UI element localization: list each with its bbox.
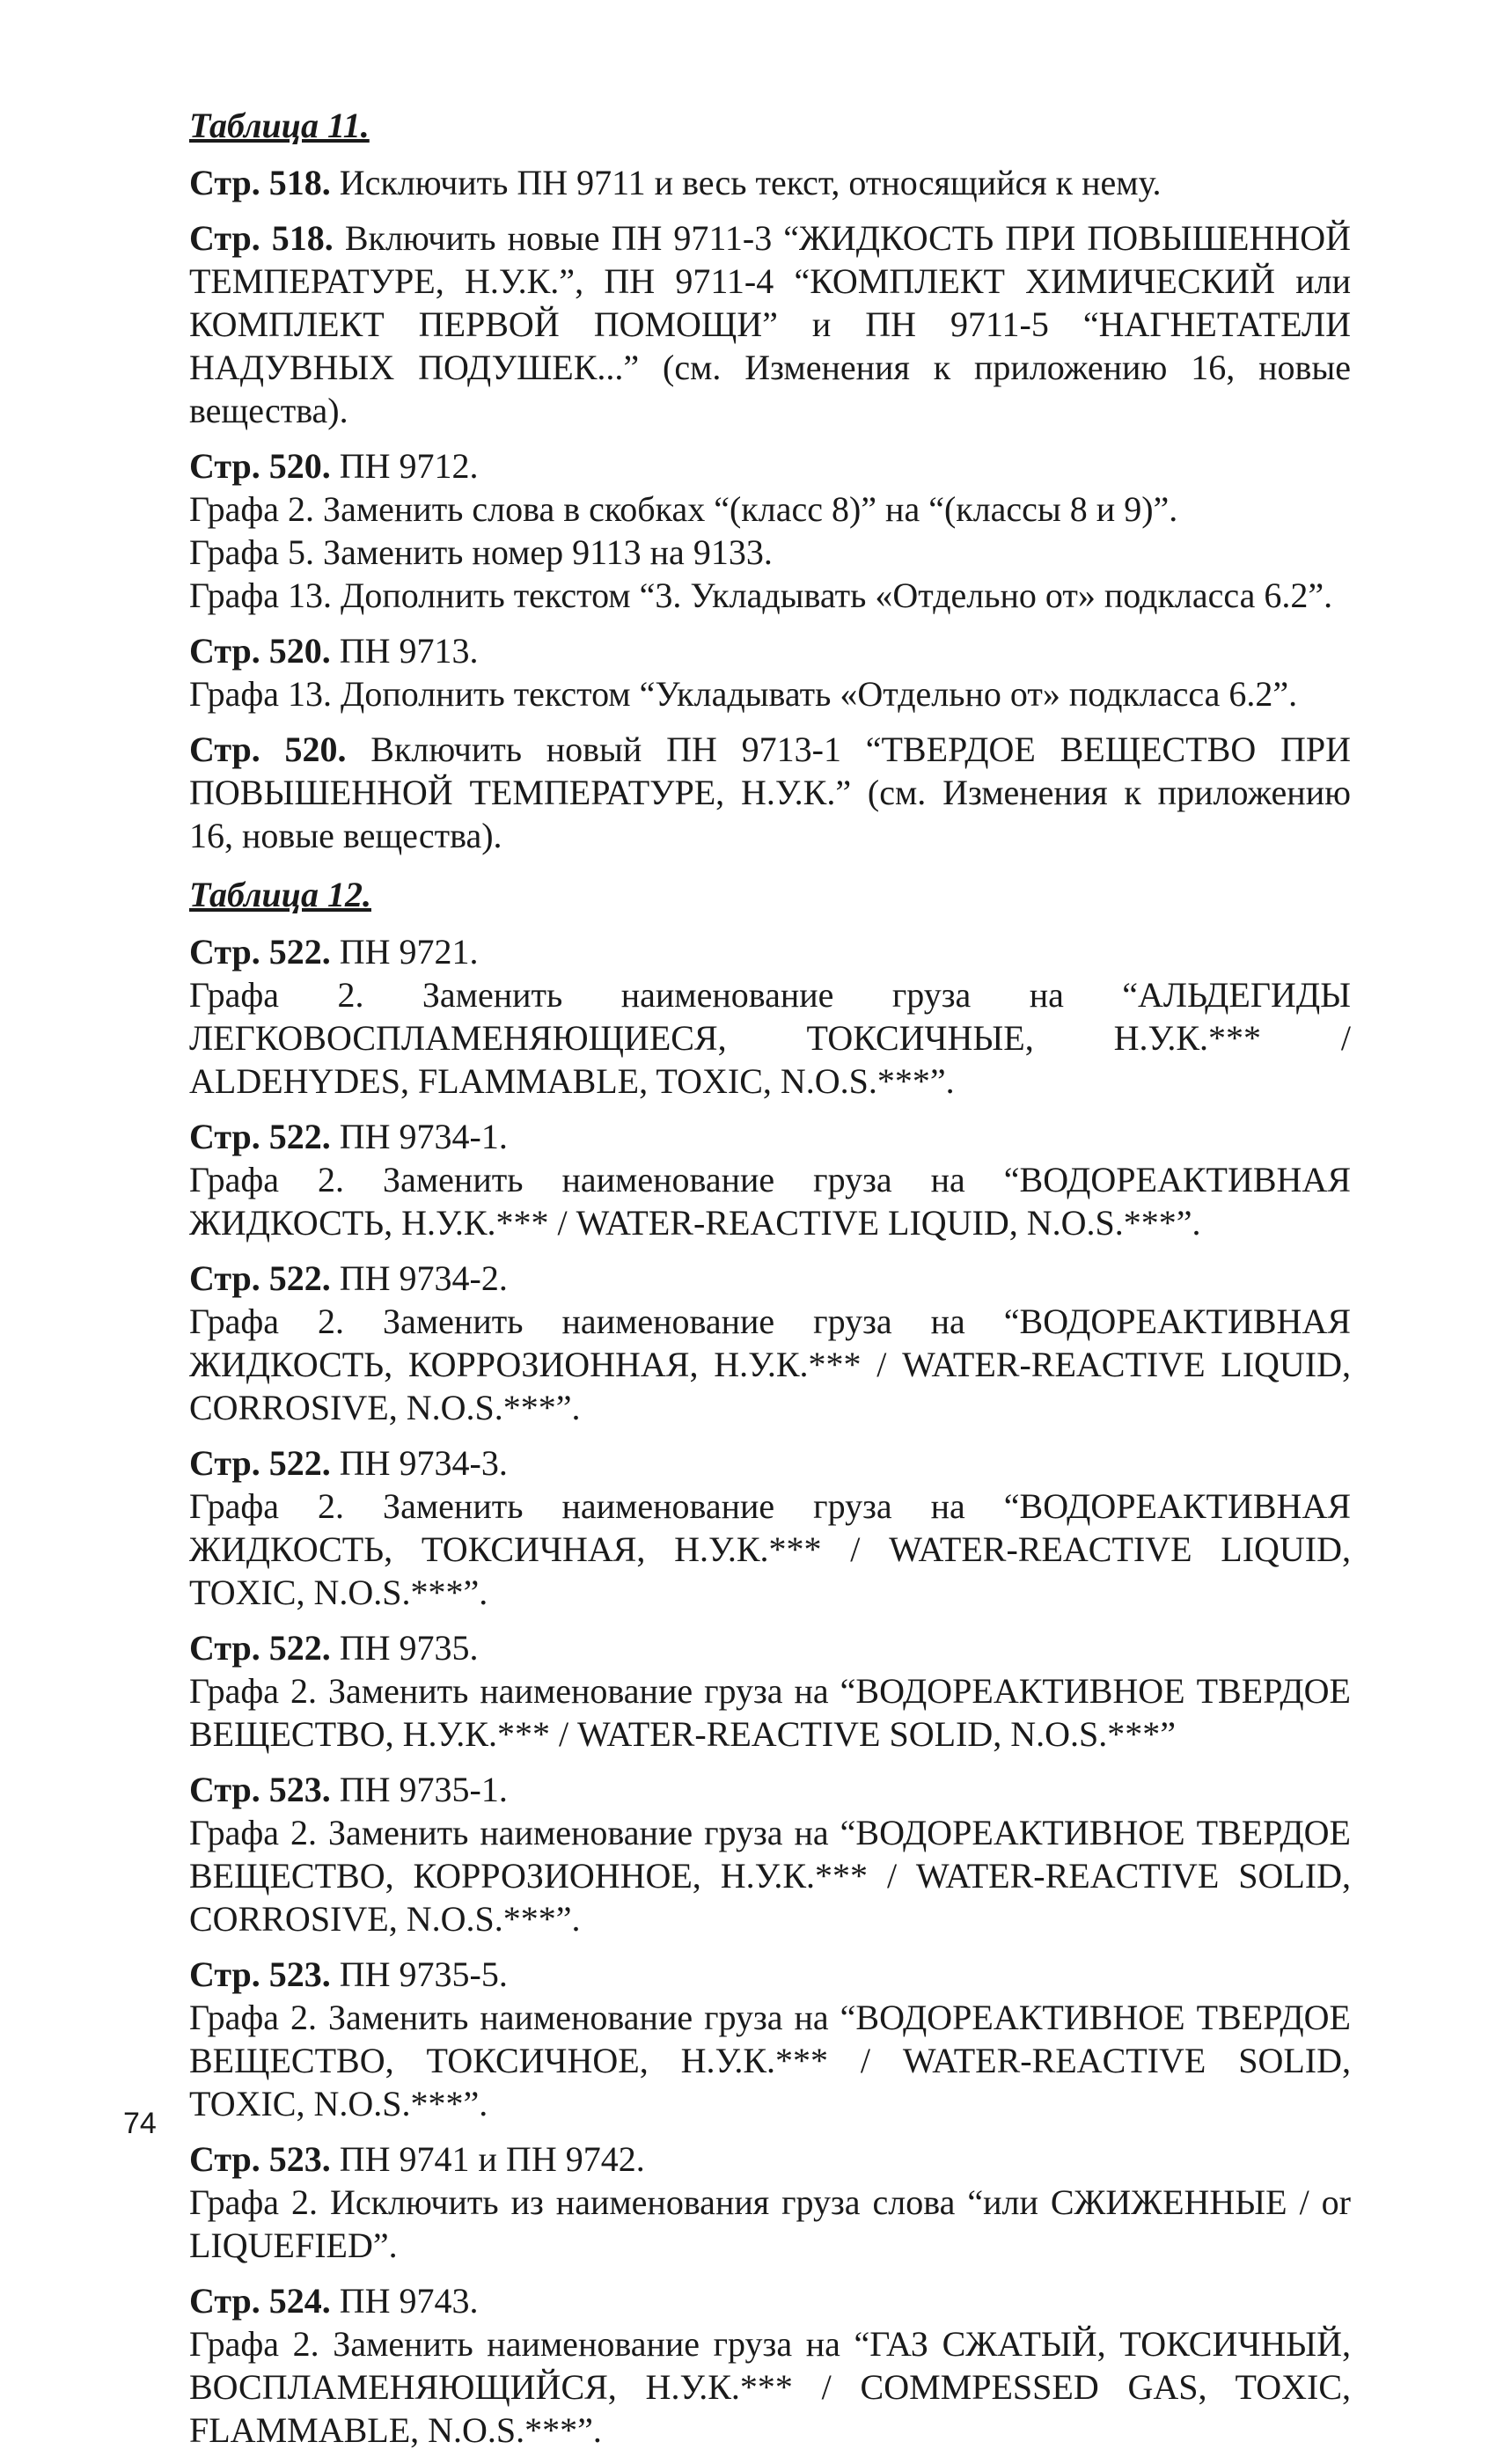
page-reference: Стр. 522. xyxy=(189,1443,331,1483)
amendment-entry xyxy=(189,1257,1351,1429)
entry-text: ПН 9735-5. xyxy=(330,1954,508,1994)
entry-reference xyxy=(189,1768,1351,1811)
column-instruction: Графа 2. Заменить наименование груза на “ВОДОРЕАКТИВНОЕ ТВЕРДОЕ ВЕЩЕСТВО, КОРРОЗИОННОЕ, Н.У.К.*** / WATER-REACTIVE SOLID, CORROSIVE, N.O.S.***”. xyxy=(189,1813,1351,1939)
amendment-entry xyxy=(189,629,1351,715)
entry-text: ПН 9743. xyxy=(330,2281,479,2321)
amendment-entry xyxy=(189,930,1351,1103)
column-instruction: Графа 2. Заменить наименование груза на “АЛЬДЕГИДЫ ЛЕГКОВОСПЛАМЕНЯЮЩИЕСЯ, ТОКСИЧНЫЕ, Н.У.К.*** / ALDEHYDES, FLAMMABLE, TOXIC, N.O.S.***”. xyxy=(189,975,1351,1101)
column-instruction: Графа 2. Заменить наименование груза на “ВОДОРЕАКТИВНАЯ ЖИДКОСТЬ, ТОКСИЧНАЯ, Н.У.К.*** / WATER-REACTIVE LIQUID, TOXIC, N.O.S.***”. xyxy=(189,1486,1351,1612)
column-instruction: Графа 2. Исключить из наименования груза слова “или СЖИЖЕННЫЕ / or LIQUEFIED”. xyxy=(189,2182,1351,2265)
column-instruction: Графа 13. Дополнить текстом “3. Укладывать «Отдельно от» подкласса 6.2”. xyxy=(189,576,1333,615)
page-number: 74 xyxy=(123,2107,157,2140)
column-instruction: Графа 5. Заменить номер 9113 на 9133. xyxy=(189,532,773,572)
page-reference: Стр. 523. xyxy=(189,2139,331,2179)
amendment-entry xyxy=(189,161,1351,204)
entry-reference xyxy=(189,1441,1351,1485)
page-reference: Стр. 522. xyxy=(189,1117,331,1156)
page-reference: Стр. 522. xyxy=(189,932,331,972)
entry-text: ПН 9735. xyxy=(330,1628,479,1668)
amendment-entry xyxy=(189,728,1351,857)
amendment-entry xyxy=(189,2279,1351,2452)
column-instruction: Графа 2. Заменить наименование груза на “ВОДОРЕАКТИВНОЕ ТВЕРДОЕ ВЕЩЕСТВО, ТОКСИЧНОЕ, Н.У.К.*** / WATER-REACTIVE SOLID, TOXIC, N.O.S.***”. xyxy=(189,1998,1351,2123)
section-heading: Таблица 11. xyxy=(189,106,370,145)
document-body xyxy=(189,104,1351,2464)
entry-text: ПН 9735-1. xyxy=(330,1770,508,1809)
amendment-entry xyxy=(189,444,1351,617)
entry-reference xyxy=(189,1626,1351,1669)
entry-text: ПН 9734-1. xyxy=(330,1117,508,1156)
amendment-entry xyxy=(189,1953,1351,2125)
entry-text: ПН 9721. xyxy=(330,932,479,972)
entry-text: ПН 9734-3. xyxy=(330,1443,508,1483)
entry-reference xyxy=(189,1257,1351,1300)
page-reference: Стр. 520. xyxy=(189,631,331,671)
amendment-entry xyxy=(189,1768,1351,1940)
entry-reference xyxy=(189,2279,1351,2322)
page-reference: Стр. 520. xyxy=(189,446,331,486)
entry-text: ПН 9734-2. xyxy=(330,1258,508,1298)
entry-text: Исключить ПН 9711 и весь текст, относящийся к нему. xyxy=(330,163,1162,202)
column-instruction: Графа 2. Заменить наименование груза на “ВОДОРЕАКТИВНАЯ ЖИДКОСТЬ, Н.У.К.*** / WATER-REACTIVE LIQUID, N.O.S.***”. xyxy=(189,1160,1351,1243)
page-reference: Стр. 518. xyxy=(189,163,331,202)
amendment-entry xyxy=(189,2138,1351,2267)
section-heading: Таблица 12. xyxy=(189,875,371,914)
entry-text: ПН 9713. xyxy=(330,631,479,671)
page-reference: Стр. 523. xyxy=(189,1770,331,1809)
entry-reference xyxy=(189,1115,1351,1158)
page-reference: Стр. 524. xyxy=(189,2281,331,2321)
page-reference: Стр. 518. xyxy=(189,218,334,258)
amendment-entry xyxy=(189,1626,1351,1756)
entry-reference xyxy=(189,728,1351,857)
entry-reference xyxy=(189,930,1351,973)
amendment-entry xyxy=(189,216,1351,432)
entry-text: ПН 9741 и ПН 9742. xyxy=(330,2139,645,2179)
page-reference: Стр. 520. xyxy=(189,730,347,769)
amendment-entry xyxy=(189,1115,1351,1244)
entry-text: ПН 9712. xyxy=(330,446,479,486)
column-instruction: Графа 2. Заменить наименование груза на “ГАЗ СЖАТЫЙ, ТОКСИЧНЫЙ, ВОСПЛАМЕНЯЮЩИЙСЯ, Н.У.К.*** / COMMPESSED GAS, TOXIC, FLAMMABLE, N.O.S.***”. xyxy=(189,2324,1351,2450)
entry-reference xyxy=(189,161,1351,204)
entry-reference xyxy=(189,444,1351,488)
column-instruction: Графа 2. Заменить наименование груза на “ВОДОРЕАКТИВНАЯ ЖИДКОСТЬ, КОРРОЗИОННАЯ, Н.У.К.*** / WATER-REACTIVE LIQUID, CORROSIVE, N.O.S.***”. xyxy=(189,1302,1351,1427)
entry-reference xyxy=(189,2138,1351,2181)
column-instruction: Графа 2. Заменить наименование груза на “ВОДОРЕАКТИВНОЕ ТВЕРДОЕ ВЕЩЕСТВО, Н.У.К.*** / WATER-REACTIVE SOLID, N.O.S.***” xyxy=(189,1671,1351,1754)
page-reference: Стр. 523. xyxy=(189,1954,331,1994)
column-instruction: Графа 13. Дополнить текстом “Укладывать «Отдельно от» подкласса 6.2”. xyxy=(189,674,1298,714)
page-reference: Стр. 522. xyxy=(189,1258,331,1298)
entry-reference xyxy=(189,1953,1351,1996)
entry-reference xyxy=(189,629,1351,672)
entry-text: Включить новые ПН 9711-3 “ЖИДКОСТЬ ПРИ ПОВЫШЕННОЙ ТЕМПЕРАТУРЕ, Н.У.К.”, ПН 9711-4 “КОМПЛЕКТ ХИМИЧЕСКИЙ или КОМПЛЕКТ ПЕРВОЙ ПОМОЩИ” и ПН 9711-5 “НАГНЕТАТЕЛИ НАДУВНЫХ ПОДУШЕК...” (см. Изменения к приложению 16, новые вещества). xyxy=(189,218,1351,430)
entry-text: Включить новый ПН 9713-1 “ТВЕРДОЕ ВЕЩЕСТВО ПРИ ПОВЫШЕННОЙ ТЕМПЕРАТУРЕ, Н.У.К.” (см. Изменения к приложению 16, новые вещества). xyxy=(189,730,1351,855)
page-reference: Стр. 522. xyxy=(189,1628,331,1668)
entry-reference xyxy=(189,216,1351,432)
column-instruction: Графа 2. Заменить слова в скобках “(класс 8)” на “(классы 8 и 9)”. xyxy=(189,489,1178,529)
amendment-entry xyxy=(189,1441,1351,1614)
